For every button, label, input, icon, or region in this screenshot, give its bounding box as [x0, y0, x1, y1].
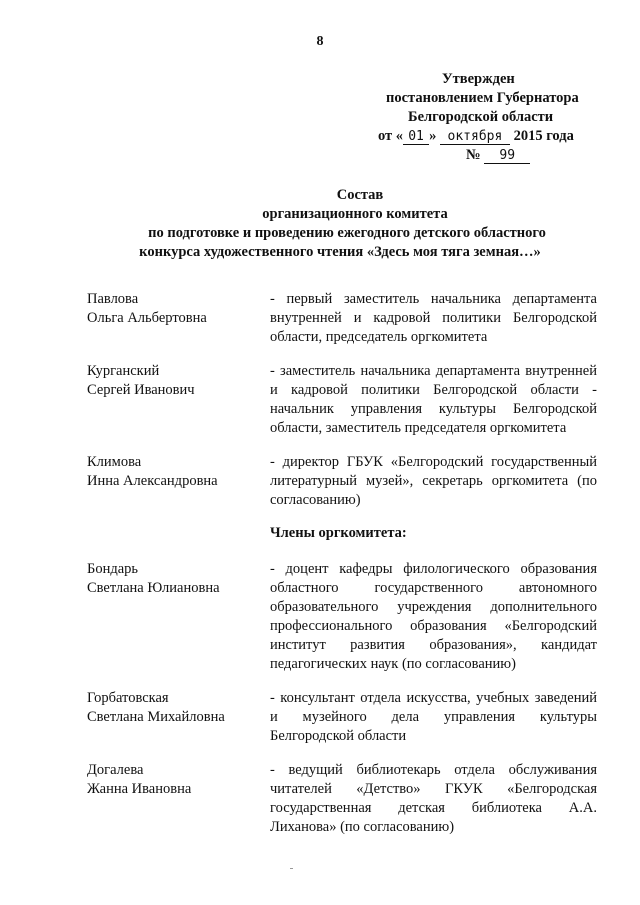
committee-entry — [87, 560, 607, 674]
person-name — [87, 689, 270, 746]
person-surname: Догалева — [87, 762, 144, 778]
person-given-name: Ольга Альбертовна — [87, 310, 207, 326]
person-role: - ведущий библиотекарь отдела обслуживания читателей «Детство» ГКУК «Белгородская государственная детская библиотека А.А. Лиханова» (по согласованию) — [270, 762, 597, 835]
approval-line-3: Белгородской области — [408, 109, 554, 125]
committee-entry — [87, 362, 607, 438]
title-line-3: по подготовке и проведению ежегодного детского областного — [148, 225, 546, 241]
title-line-4: конкурса художественного чтения «Здесь моя тяга земная…» — [139, 244, 541, 260]
person-role: - доцент кафедры филологического образования областного государственного автономного образовательного учреждения дополнительного профессионального образования «Белгородский институт развития образования», кандидат педагогических наук (по согласованию) — [270, 561, 597, 672]
title-line-2: организационного комитета — [262, 206, 448, 222]
person-given-name: Светлана Михайловна — [87, 709, 225, 725]
document-title — [0, 186, 640, 262]
approval-date-line — [360, 127, 610, 146]
committee-entry — [87, 761, 607, 837]
person-role: - консультант отдела искусства, учебных заведений и музейного дела управления культуры Белгородской области — [270, 690, 597, 744]
person-surname: Курганский — [87, 363, 160, 379]
person-given-name: Светлана Юлиановна — [87, 580, 220, 596]
person-role: - директор ГБУК «Белгородский государственный литературный музей», секретарь оргкомитета (по согласованию) — [270, 454, 597, 508]
person-given-name: Сергей Иванович — [87, 382, 195, 398]
date-mid: » — [429, 128, 437, 144]
person-surname: Горбатовская — [87, 690, 169, 706]
person-given-name: Жанна Ивановна — [87, 781, 192, 797]
person-name — [87, 560, 270, 674]
title-main: Состав — [336, 187, 384, 203]
scan-speck — [290, 868, 293, 869]
person-role: - первый заместитель начальника департамента внутренней и кадровой политики Белгородской области, председатель оргкомитета — [270, 291, 597, 345]
date-day-handwritten: 01 — [403, 130, 429, 145]
page-number: 8 — [316, 34, 324, 49]
person-name — [87, 362, 270, 438]
approval-line-1: Утвержден — [442, 71, 515, 87]
members-heading: Члены оргкомитета: — [270, 525, 407, 541]
number-prefix: № — [466, 147, 481, 163]
person-name — [87, 761, 270, 837]
person-surname: Климова — [87, 454, 142, 470]
approval-line-2: постановлением Губернатора — [386, 90, 579, 106]
person-name — [87, 453, 270, 510]
committee-entry — [87, 453, 607, 510]
committee-entry — [87, 689, 607, 746]
committee-list — [87, 290, 607, 852]
approval-number-line — [360, 146, 610, 165]
person-given-name: Инна Александровна — [87, 473, 218, 489]
committee-entry — [87, 290, 607, 347]
person-role: - заместитель начальника департамента внутренней и кадровой политики Белгородской области - начальник управления культуры Белгородской области, заместитель председателя оргкомитета — [270, 363, 597, 436]
person-surname: Павлова — [87, 291, 139, 307]
person-surname: Бондарь — [87, 561, 139, 577]
number-handwritten: 99 — [484, 149, 530, 164]
date-month-handwritten: октября — [440, 130, 510, 145]
date-suffix: 2015 года — [513, 128, 574, 144]
approval-stamp — [360, 70, 610, 165]
person-name — [87, 290, 270, 347]
date-prefix: от « — [378, 128, 404, 144]
